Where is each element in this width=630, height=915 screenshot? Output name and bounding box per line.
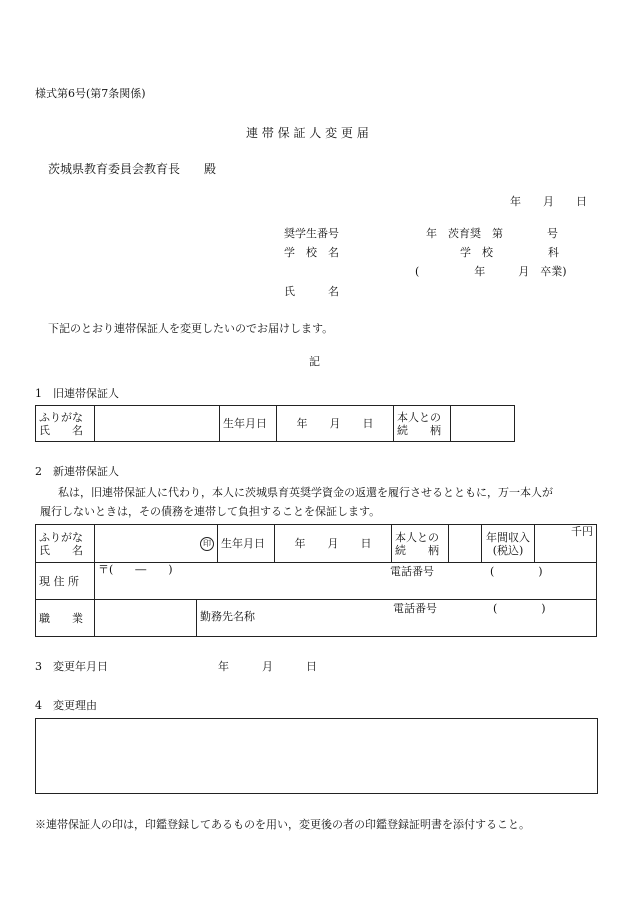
phone-field[interactable]: ( ) [490, 565, 543, 578]
graduation[interactable]: ( 年 月 卒業) [415, 265, 567, 278]
page-title: 連 帯 保 証 人 変 更 届 [246, 126, 369, 140]
new-name-field[interactable] [95, 525, 218, 563]
student-no-value[interactable]: 年 茨育奨 第 号 [426, 227, 558, 240]
furigana-name-label [36, 406, 95, 442]
addressee: 茨城県教育委員会教育長 殿 [48, 162, 217, 176]
birth-field[interactable]: 年 月 日 [277, 406, 394, 442]
birth-label: 生年月日 [220, 406, 277, 442]
school-label: 学 校 名 [284, 246, 339, 259]
section3-heading: 3 変更年月日 [35, 660, 108, 673]
relation-label [394, 406, 451, 442]
postal-code[interactable]: 〒( ― ) [98, 563, 173, 576]
name-label: 氏 名 [284, 285, 339, 298]
furigana-name-label [36, 525, 95, 563]
statement-line-1: 私は，旧連帯保証人に代わり，本人に茨城県育英奨学資金の返還を履行させるとともに，万一本人が [58, 486, 553, 499]
income-label-1: 年間収入 [486, 530, 530, 544]
job-label: 職 業 [36, 600, 95, 637]
section2-heading: 2 新連帯保証人 [35, 465, 119, 478]
phone2-field[interactable]: ( ) [493, 602, 546, 615]
furigana-label: ふりがな [39, 530, 83, 544]
phone-label: 電話番号 [390, 565, 434, 578]
employer-field[interactable] [197, 600, 597, 637]
ki-mark: 記 [309, 355, 320, 368]
income-label-2: (税込) [492, 543, 524, 557]
reason-box[interactable] [35, 718, 598, 794]
birth-field[interactable]: 年 月 日 [275, 525, 392, 563]
intro-text: 下記のとおり連帯保証人を変更したいのでお届けします。 [48, 322, 334, 335]
old-guarantor-table [35, 405, 515, 442]
relation-label-1: 本人との [395, 530, 439, 544]
form-number: 様式第6号(第7条関係) [35, 87, 146, 100]
change-date[interactable]: 年 月 日 [218, 660, 317, 673]
income-unit: 千円 [571, 525, 593, 538]
new-guarantor-table-bottom [35, 562, 597, 637]
address-label: 現 住 所 [36, 563, 95, 600]
date-line: 年 月 日 [510, 195, 587, 208]
section1-heading: 1 旧連帯保証人 [35, 387, 119, 400]
birth-label: 生年月日 [218, 525, 275, 563]
income-field[interactable] [535, 525, 597, 563]
furigana-label: ふりがな [39, 410, 83, 424]
address-field[interactable] [95, 563, 597, 600]
job-field[interactable] [95, 600, 197, 637]
relation-field[interactable] [451, 406, 515, 442]
income-label [482, 525, 535, 563]
new-guarantor-table-top [35, 524, 597, 563]
relation-label-2: 続 柄 [395, 543, 439, 557]
section4-heading: 4 変更理由 [35, 699, 97, 712]
relation-label-2: 続 柄 [397, 423, 441, 437]
employer-label: 勤務先名称 [200, 610, 255, 623]
name-label: 氏 名 [39, 423, 83, 437]
footnote: ※連帯保証人の印は，印鑑登録してあるものを用い，変更後の者の印鑑登録証明書を添付すること。 [35, 818, 530, 831]
relation-field[interactable] [449, 525, 482, 563]
student-no-label: 奨学生番号 [284, 227, 339, 240]
school-value[interactable]: 学 校 科 [460, 246, 559, 259]
name-label: 氏 名 [39, 543, 83, 557]
relation-label [392, 525, 449, 563]
relation-label-1: 本人との [397, 410, 441, 424]
phone2-label: 電話番号 [393, 602, 437, 615]
old-name-field[interactable] [95, 406, 220, 442]
statement-line-2: 履行しないときは，その債務を連帯して負担することを保証します。 [40, 505, 381, 518]
seal-icon: 印 [200, 537, 214, 551]
